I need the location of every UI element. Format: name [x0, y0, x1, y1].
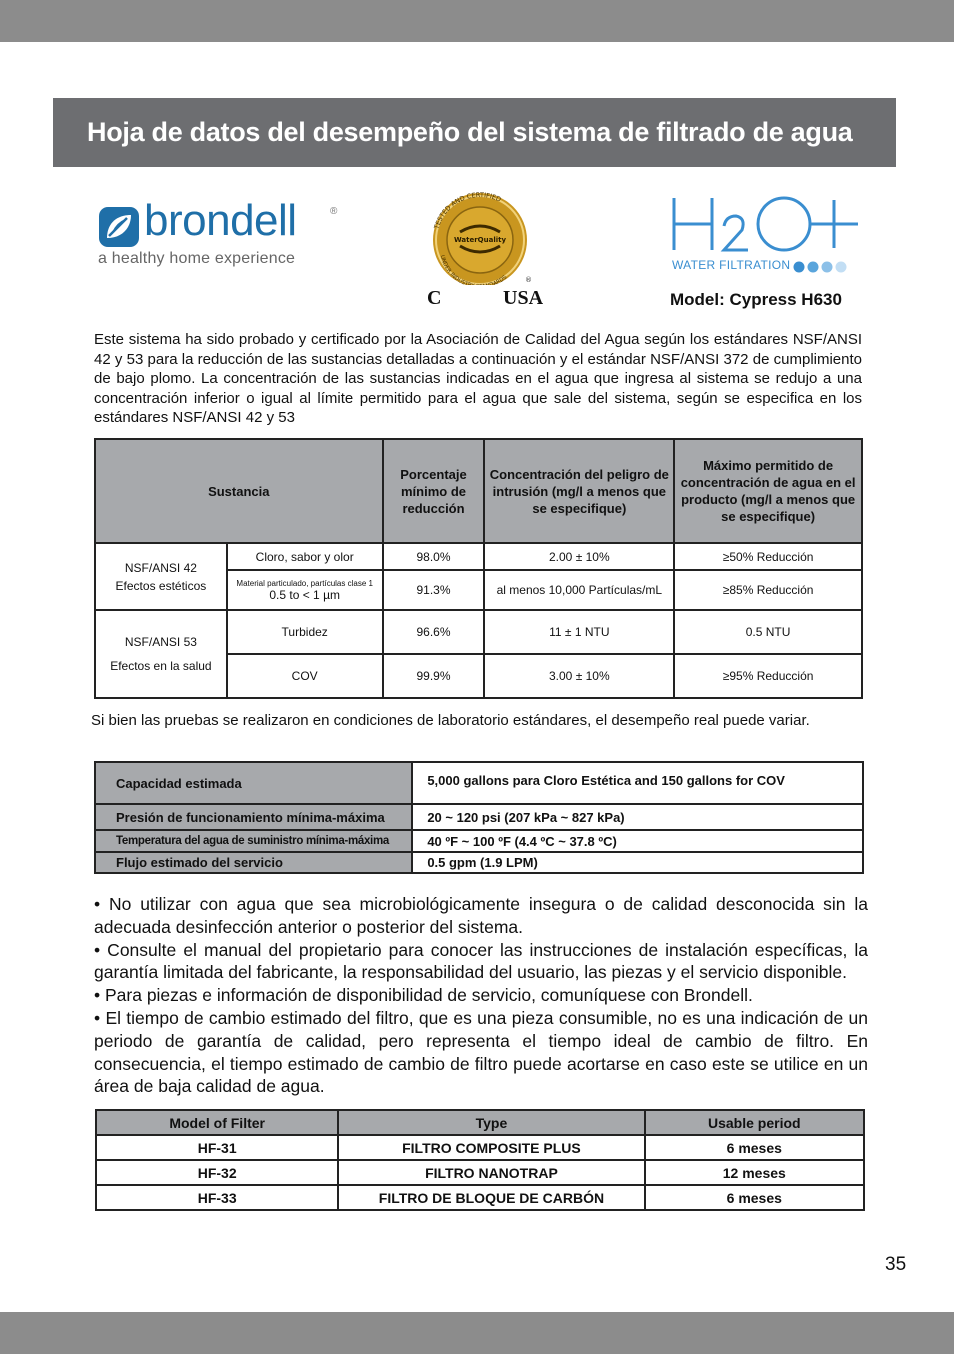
reduction-cell: 91.3%	[383, 570, 485, 610]
h2o-plus-icon	[668, 190, 858, 260]
standard-label: NSF/ANSI 53	[124, 635, 197, 649]
table-row	[96, 1160, 864, 1185]
max-cell: ≥50% Reducción	[674, 543, 862, 570]
challenge-cell: 11 ± 1 NTU	[484, 610, 674, 654]
substance-cell: COV	[227, 654, 383, 698]
brand-name: brondell	[144, 196, 297, 245]
table-row	[96, 1185, 864, 1210]
max-cell: 0.5 NTU	[674, 610, 862, 654]
spec-label: Flujo estimado del servicio	[95, 852, 412, 873]
table-row	[96, 1135, 864, 1160]
spec-value: 0.5 gpm (1.9 LPM)	[412, 852, 863, 873]
max-cell: ≥95% Reducción	[674, 654, 862, 698]
filter-type: FILTRO COMPOSITE PLUS	[338, 1135, 644, 1160]
gold-seal-icon	[420, 190, 540, 285]
header-model: Model of Filter	[96, 1110, 338, 1135]
filter-period: 12 meses	[645, 1160, 864, 1185]
header-substance: Sustancia	[95, 439, 383, 543]
substance-label: 0.5 to < 1 µm	[269, 587, 340, 602]
table-row	[95, 610, 862, 654]
challenge-cell: 3.00 ± 10%	[484, 654, 674, 698]
header-period: Usable period	[645, 1110, 864, 1135]
challenge-cell: 2.00 ± 10%	[484, 543, 674, 570]
title-band	[53, 98, 896, 167]
svg-text:UNDER INDUSTRY STANDARDS: UNDER INDUST ARDS	[438, 254, 509, 285]
leaf-icon	[98, 206, 140, 248]
header-reduction: Porcentaje mínimo de reducción	[383, 439, 485, 543]
filter-type: FILTRO NANOTRAP	[338, 1160, 644, 1185]
seal-c-mark: C	[427, 287, 442, 309]
challenge-cell: al menos 10,000 Partículas/mL	[484, 570, 674, 610]
h2o-logo	[668, 190, 858, 280]
seal-usa-mark: USA	[503, 287, 544, 309]
standard-label: NSF/ANSI 42	[124, 560, 197, 575]
dots-icon	[792, 260, 852, 274]
spec-row	[95, 804, 863, 830]
brondell-logo	[98, 196, 348, 274]
filter-period: 6 meses	[645, 1185, 864, 1210]
bullet-item: • Para piezas e información de disponibilidad de servicio, comuníquese con Brondell.	[94, 985, 753, 1006]
intro-paragraph: Este sistema ha sido probado y certificado por la Asociación de Calidad del Agua según los estándares NSF/ANSI 42 y 53 para la reducción de las sustancias detalladas a continuación y el estándar NSF/ANSI 372 de cumplimiento de bajo plomo. La concentración de las sustancias indicadas en el agua que ingresa al sistema se redujo a una concentración inferior o igual al límite permitido para el agua que sale del sistema, según se especifica en los estándares NSF/ANSI 42 y 53	[94, 331, 862, 426]
top-bar	[0, 0, 954, 42]
page-title: Hoja de datos del desempeño del sistema de filtrado de agua	[87, 117, 853, 147]
page-number: 35	[885, 1254, 907, 1275]
performance-table	[94, 438, 863, 699]
max-cell: ≥85% Reducción	[674, 570, 862, 610]
reduction-cell: 96.6%	[383, 610, 485, 654]
filter-type: FILTRO DE BLOQUE DE CARBÓN	[338, 1185, 644, 1210]
spec-row	[95, 830, 863, 852]
water-quality-seal	[420, 190, 544, 310]
lab-conditions-note: Si bien las pruebas se realizaron en condiciones de laboratorio estándares, el desempeño real puede variar.	[91, 712, 810, 729]
spec-row	[95, 852, 863, 873]
brand-tagline: a healthy home experience	[98, 250, 296, 267]
bullet-item: • El tiempo de cambio estimado del filtro, que es una pieza consumible, no es una indicación de un periodo de garantía de calidad, pero representa el tiempo ideal de cambio de filtro. En consecuencia, el tiempo estimado de cambio de filtro puede acortarse en caso este se utilice en un área de baja calidad de agua.	[94, 1007, 868, 1097]
filter-model: HF-31	[96, 1135, 338, 1160]
bullet-list	[94, 893, 868, 1098]
spec-value: 5,000 gallons para Cloro Estética and 150 gallons for COV	[412, 762, 863, 804]
filters-table	[95, 1109, 865, 1211]
header-challenge: Concentración del peligro de intrusión (mg/l a menos que se especifique)	[484, 439, 674, 543]
substance-cell	[227, 570, 383, 610]
filter-model: HF-32	[96, 1160, 338, 1185]
standard-cell	[95, 543, 227, 610]
substance-cell: Cloro, sabor y olor	[227, 543, 383, 570]
svg-text:WaterQuality: WaterQuality	[453, 236, 507, 244]
reduction-cell: 98.0%	[383, 543, 485, 570]
bullet-item: • No utilizar con agua que sea microbiológicamente insegura o de calidad desconocida sin la adecuada desinfección anterior o posterior del sistema.	[94, 894, 868, 937]
bottom-bar	[0, 1312, 954, 1354]
registered-mark: ®	[330, 206, 338, 217]
header-type: Type	[338, 1110, 644, 1135]
h2o-subtitle: WATER FILTRATION	[672, 258, 791, 272]
spec-value: 40 ºF ~ 100 ºF (4.4 ºC ~ 37.8 ºC)	[412, 830, 863, 852]
category-label: Efectos estéticos	[115, 578, 207, 593]
spec-label: Presión de funcionamiento mínima-máxima	[95, 804, 412, 830]
spec-value: 20 ~ 120 psi (207 kPa ~ 827 kPa)	[412, 804, 863, 830]
svg-text:TESTED AND CERTIFIED: TESTED AND CERTIFIED	[432, 190, 503, 230]
reduction-cell: 99.9%	[383, 654, 485, 698]
filter-period: 6 meses	[645, 1135, 864, 1160]
spec-label: Temperatura del agua de suministro mínima-máxima	[95, 830, 412, 852]
model-label: Model: Cypress H630	[670, 290, 842, 309]
table-row	[95, 543, 862, 570]
substance-cell: Turbidez	[227, 610, 383, 654]
category-label: Efectos en la salud	[110, 659, 212, 673]
standard-cell	[95, 610, 227, 698]
spec-row	[95, 762, 863, 804]
svg-text:®: ®	[525, 276, 532, 284]
header-max: Máximo permitido de concentración de agua en el producto (mg/l a menos que se especifique)	[674, 439, 862, 543]
specs-table	[94, 761, 864, 874]
spec-label: Capacidad estimada	[95, 762, 412, 804]
bullet-item: • Consulte el manual del propietario para conocer las instrucciones de instalación específicas, la garantía limitada del fabricante, la responsabilidad del usuario, las piezas y el servicio disponible.	[94, 939, 868, 983]
substance-sublabel: Material particulado, partículas clase 1	[236, 578, 373, 588]
filter-model: HF-33	[96, 1185, 338, 1210]
